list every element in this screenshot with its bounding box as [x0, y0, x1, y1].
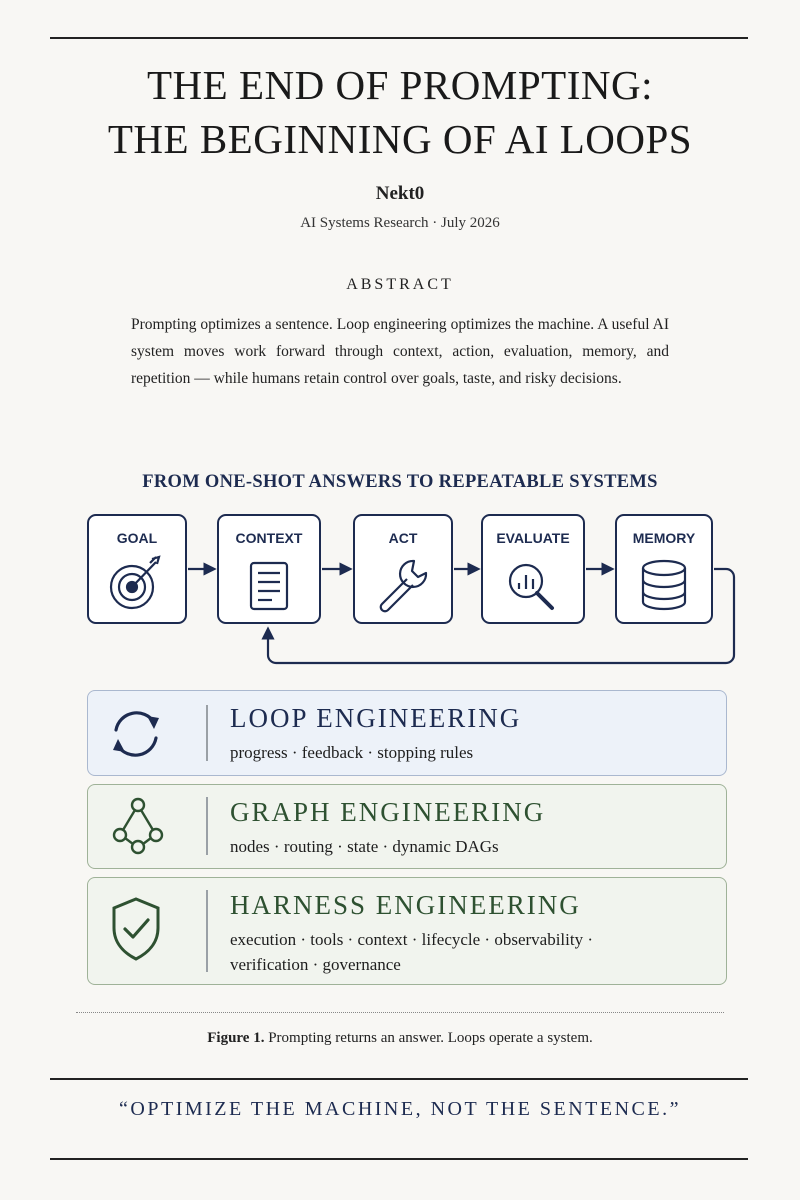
affiliation-date: AI Systems Research · July 2026: [300, 215, 500, 231]
author-name: Nekt0: [375, 183, 425, 204]
figure-caption: [0, 1030, 800, 1047]
figure-caption-text: Prompting returns an answer. Loops operate a system.: [268, 1030, 593, 1046]
node-label-memory: MEMORY: [632, 530, 696, 546]
abstract-text: Prompting optimizes a sentence. Loop engineering optimizes the machine. A useful AI system moves work forward through context, action, evaluation, memory, and repetition — while humans retain control over goals, taste, and risky decisions.: [131, 316, 669, 387]
band-divider: [206, 797, 208, 855]
flow-node-memory: [616, 515, 712, 623]
band-heading: GRAPH ENGINEERING: [230, 797, 546, 827]
flow-node-act: [354, 515, 452, 623]
flow-node-evaluate: [482, 515, 584, 623]
node-label-goal: GOAL: [116, 530, 158, 546]
band-graph-engineering: [87, 784, 727, 869]
flow-node-goal: [88, 515, 186, 623]
band-subtitle: progress · feedback · stopping rules: [230, 743, 474, 762]
abstract-heading: ABSTRACT: [346, 276, 454, 293]
node-label-context: CONTEXT: [235, 530, 303, 546]
figure-caption-label: Figure 1.: [207, 1030, 265, 1046]
band-heading: LOOP ENGINEERING: [230, 703, 522, 733]
band-heading: HARNESS ENGINEERING: [230, 890, 581, 920]
caption-divider: [76, 1012, 724, 1013]
band-harness-engineering: [87, 877, 727, 985]
node-label-evaluate: EVALUATE: [496, 530, 570, 546]
band-subtitle: execution · tools · context · lifecycle · observability · verification · governance: [230, 930, 594, 974]
shield-check-icon: [106, 894, 166, 964]
graph-nodes-icon: [106, 795, 170, 859]
cycle-arrows-icon: [106, 706, 166, 762]
loop-flow-diagram: [0, 505, 800, 675]
flow-node-context: [218, 515, 320, 623]
bottom-rule: [50, 1078, 748, 1080]
node-label-act: ACT: [388, 530, 418, 546]
top-rule: [50, 37, 748, 39]
band-loop-engineering: [87, 690, 727, 776]
title-line-2: THE BEGINNING OF AI LOOPS: [107, 116, 693, 162]
paper-title: [0, 58, 800, 166]
band-subtitle: nodes · routing · state · dynamic DAGs: [230, 837, 499, 856]
title-line-1: THE END OF PROMPTING:: [147, 62, 653, 108]
pull-quote: “OPTIMIZE THE MACHINE, NOT THE SENTENCE.”: [119, 1098, 681, 1120]
figure-title: FROM ONE-SHOT ANSWERS TO REPEATABLE SYSTEMS: [142, 472, 658, 492]
band-divider: [206, 705, 208, 761]
final-rule: [50, 1158, 748, 1160]
band-divider: [206, 890, 208, 972]
